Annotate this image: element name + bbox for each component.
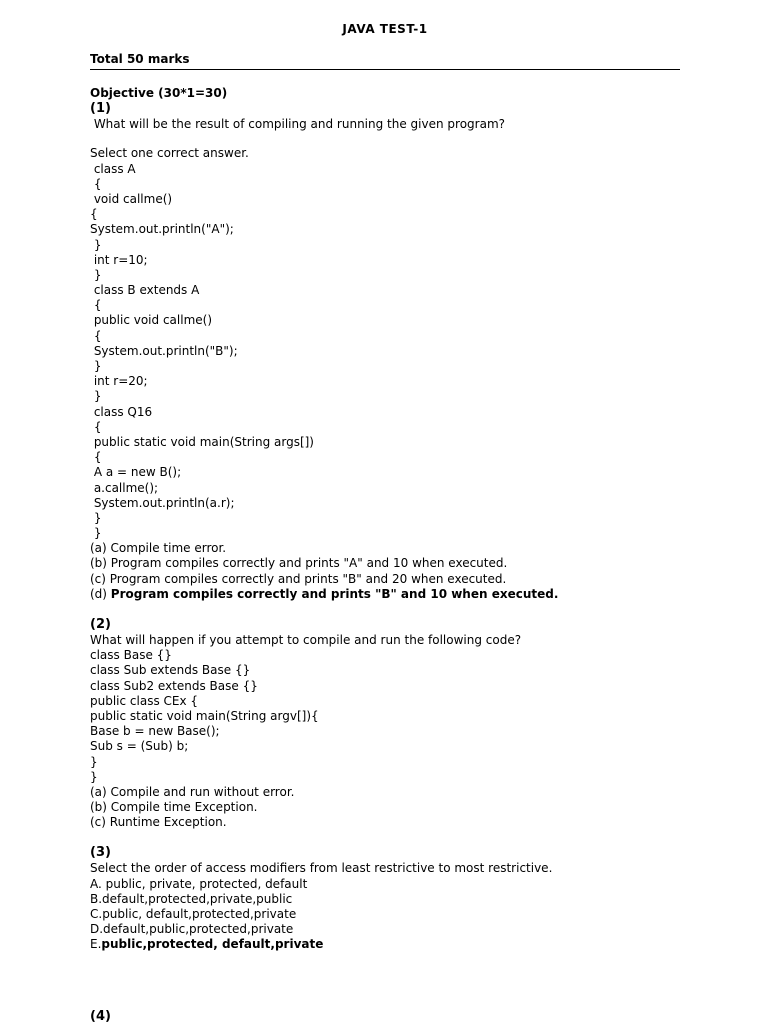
option-text: Program compiles correctly and prints "B" and 20 when executed. [109,571,507,586]
answer-option: A. public, private, protected, default [90,876,308,891]
code-line: public class CEx { [90,693,199,708]
code-line: public static void main(String args[]) [90,434,314,449]
question-instruction: Select one correct answer. [90,146,249,161]
code-line: { [90,419,102,434]
answer-option [90,541,690,556]
answer-option [90,572,690,587]
code-line: } [90,237,102,252]
answer-option [90,937,690,952]
code-line: System.out.println("A"); [90,222,234,237]
answer-options [90,785,690,831]
code-line: A a = new B(); [90,465,182,480]
code-line: } [90,359,102,373]
correct-answer: Program compiles correctly and prints "B" and 10 when executed. [110,586,559,601]
code-line: } [90,769,98,784]
code-line: } [90,267,102,282]
page-title: JAVA TEST-1 [342,22,428,36]
code-line: { [90,207,98,222]
code-line: int r=20; [90,374,148,389]
question-number: (1) [90,101,111,117]
code-line: { [90,176,102,191]
answer-option: C.public, default,protected,private [90,907,297,921]
option-text: Compile time error. [110,541,227,556]
option-prefix: (c) [90,571,110,586]
total-marks: Total 50 marks [90,52,190,66]
answer-option [90,587,690,602]
code-line: class B extends A [90,283,200,298]
code-line: class Sub extends Base {} [90,663,251,678]
code-line: } [90,526,102,541]
option-prefix: (a) [90,541,111,556]
code-line: } [90,754,98,769]
code-line: class Sub2 extends Base {} [90,678,258,693]
code-line: { [90,450,102,465]
code-line: } [90,389,102,404]
code-line: Base b = new Base(); [90,724,220,739]
question-number: (4) [90,1008,111,1024]
question-prompt: What will happen if you attempt to compile and run the following code? [90,633,522,647]
code-line: System.out.println("B"); [90,343,238,358]
section-heading: Objective (30*1=30) [90,86,228,100]
question-prompt: What will be the result of compiling and running the given program? [90,117,506,132]
answer-option [90,556,690,571]
correct-answer: public,protected, default,private [101,937,324,952]
answer-option: D.default,public,protected,private [90,922,294,937]
code-line: { [90,298,102,313]
code-line: System.out.println(a.r); [90,495,235,510]
answer-option: B.default,protected,private,public [90,891,293,906]
code-line: public void callme() [90,313,212,328]
answer-option: (b) Compile time Exception. [90,800,258,815]
code-line: } [90,510,102,525]
question-number: (3) [90,845,111,861]
answer-options [90,541,690,602]
code-line: public static void main(String argv[]){ [90,708,319,723]
code-line: class Q16 [90,404,153,419]
question-prompt: Select the order of access modifiers from least restrictive to most restrictive. [90,861,553,876]
code-line: class A [90,161,136,176]
header-divider [90,69,680,70]
question-number: (2) [90,617,111,632]
code-line: a.callme(); [90,480,159,495]
answer-options [90,877,690,938]
code-line: { [90,328,102,343]
option-prefix: E. [90,937,102,952]
code-line: int r=10; [90,252,148,267]
option-text: Program compiles correctly and prints "A" and 10 when executed. [110,556,508,571]
option-prefix: (d) [90,586,111,601]
answer-option: (a) Compile and run without error. [90,784,295,799]
option-prefix: (b) [90,556,111,571]
code-line: class Base {} [90,648,172,663]
answer-option: (c) Runtime Exception. [90,815,227,830]
code-block [90,162,690,542]
code-line: void callme() [90,191,173,206]
code-line: Sub s = (Sub) b; [90,739,189,754]
code-block [90,648,690,785]
test-body [90,86,690,1025]
